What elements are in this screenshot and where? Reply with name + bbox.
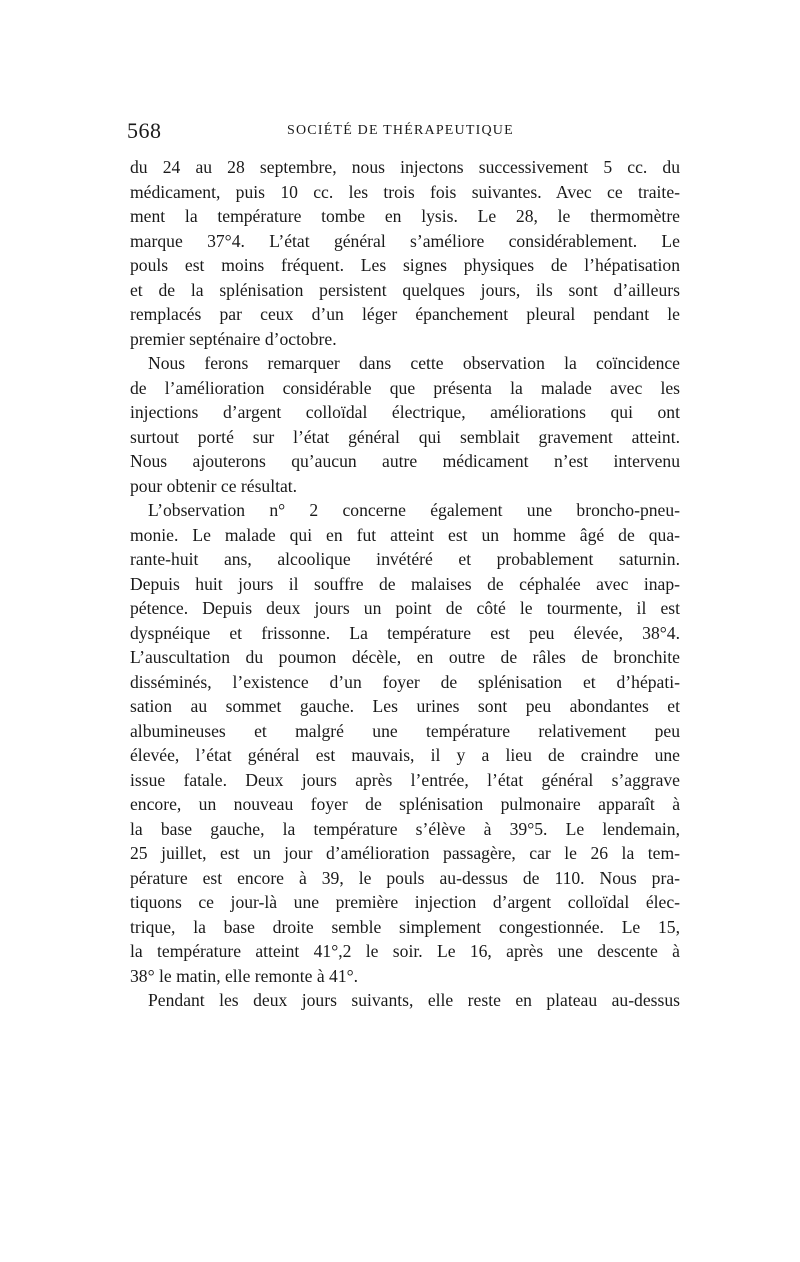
text-line: de l’amélioration considérable que présenta la malade avec les [130,377,680,398]
text-line: albumineuses et malgré une température relativement peu [130,720,680,741]
body-text [130,155,680,1013]
text-line: la base gauche, la température s’élève à 39°5. Le lendemain, [130,818,680,839]
text-line: tiquons ce jour-là une première injection d’argent colloïdal élec- [130,892,680,912]
page-number: 568 [127,118,162,143]
text-line: Pendant les deux jours suivants, elle reste en plateau au-dessus [148,990,680,1010]
text-line: élevée, l’état général est mauvais, il y a lieu de craindre une [130,745,680,765]
text-line: la température atteint 41°,2 le soir. Le 16, après une descente à [130,941,680,961]
text-line: 25 juillet, est un jour d’amélioration passagère, car le 26 la tem- [130,843,680,863]
text-line: disséminés, l’existence d’un foyer de splénisation et d’hépati- [130,671,680,692]
text-line: du 24 au 28 septembre, nous injectons successivement 5 cc. du [130,157,680,177]
text-line: sation au sommet gauche. Les urines sont peu abondantes et [130,696,680,716]
text-line: L’auscultation du poumon décèle, en outre de râles de bronchite [130,647,680,667]
text-line: injections d’argent colloïdal électrique, améliorations qui ont [130,402,680,422]
running-head: SOCIÉTÉ DE THÉRAPEUTIQUE [287,123,514,138]
text-line: rante-huit ans, alcoolique invétéré et probablement saturnin. [130,549,680,569]
text-line: surtout porté sur l’état général qui semblait gravement atteint. [130,426,680,447]
text-line: premier septénaire d’octobre. [130,328,337,349]
text-line: Depuis huit jours il souffre de malaises de céphalée avec inap- [130,573,680,594]
text-line: ment la température tombe en lysis. Le 28, le thermomètre [130,206,680,226]
text-line: Nous ajouterons qu’aucun autre médicament n’est intervenu [130,451,680,471]
text-line: issue fatale. Deux jours après l’entrée, l’état général s’aggrave [130,769,680,790]
text-line: marque 37°4. L’état général s’améliore considérablement. Le [130,230,680,251]
text-line: pouls est moins fréquent. Les signes physiques de l’hépatisation [130,255,680,275]
text-line: et de la splénisation persistent quelques jours, ils sont d’ailleurs [130,279,680,300]
text-line: Nous ferons remarquer dans cette observation la coïncidence [148,353,680,373]
text-line: pour obtenir ce résultat. [130,475,298,496]
text-line: médicament, puis 10 cc. les trois fois suivantes. Avec ce traite- [130,181,680,202]
text-line: L’observation n° 2 concerne également une broncho-pneu- [148,500,680,520]
text-line: monie. Le malade qui en fut atteint est un homme âgé de qua- [130,524,680,545]
text-line: encore, un nouveau foyer de splénisation pulmonaire apparaît à [130,794,680,814]
text-line: remplacés par ceux d’un léger épanchement pleural pendant le [130,304,680,324]
text-line: pétence. Depuis deux jours un point de côté le tourmente, il est [130,598,680,618]
page-header [127,118,680,146]
text-line: 38° le matin, elle remonte à 41°. [130,965,359,986]
text-line: dyspnéique et frissonne. La température est peu élevée, 38°4. [130,622,680,643]
text-line: pérature est encore à 39, le pouls au-dessus de 110. Nous pra- [130,867,680,888]
text-line: trique, la base droite semble simplement congestionnée. Le 15, [130,916,680,937]
